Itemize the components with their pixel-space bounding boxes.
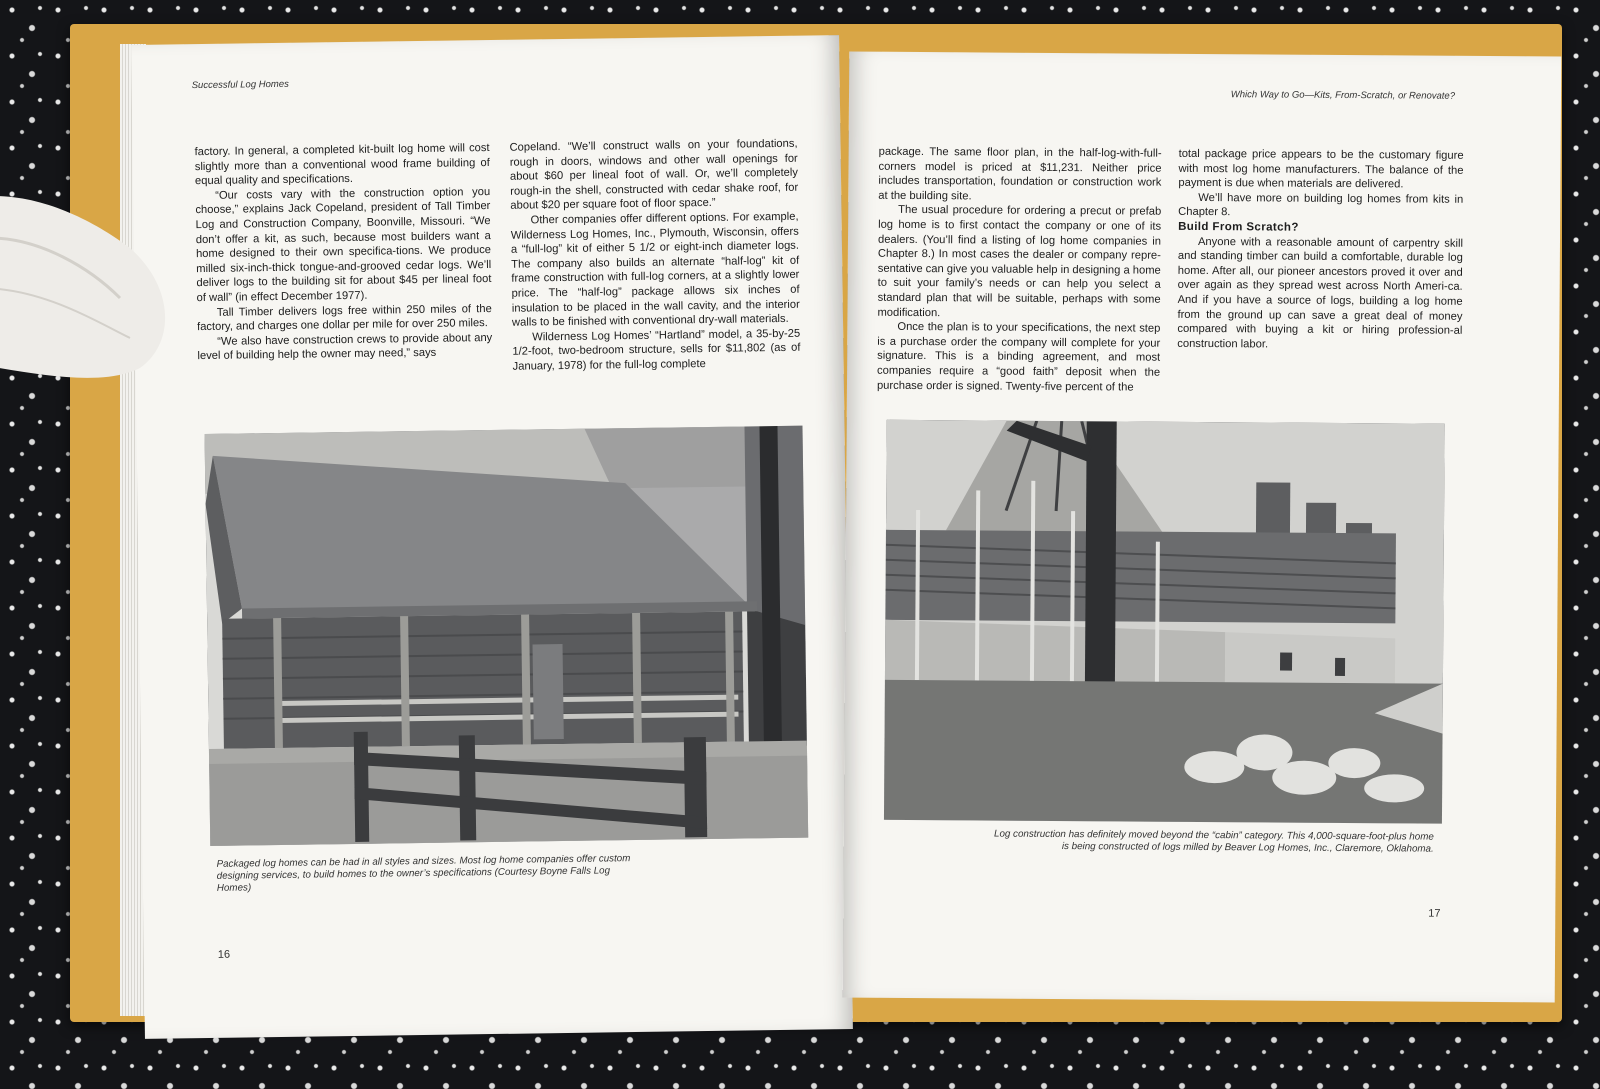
log-home-construction-photo [884, 420, 1445, 824]
page-number-right: 17 [1428, 907, 1441, 920]
paragraph: We’ll have more on building log homes from kits in Chapter 8. [1178, 191, 1464, 219]
log-cabin-photo [205, 426, 809, 846]
paragraph: Once the plan is to your specifications, the next step is a purchase order the company will complete for your signature. This is a binding agreement, and most companies require a “good faith” deposit when the purchase order is signed. Twenty-five percent of the [876, 320, 1161, 394]
paragraph: “Our costs vary with the construction option you choose,” explains Jack Copeland, president of Tall Timber Log and Construction Company, Boonville, Missouri. “We don’t offer a kit, as such, because most builders want a home designed to their own specifica-tions. We produce milled six-inch-thick tongue-and-grooved cedar logs. We’ll deliver logs to the building sit for about $45 per lineal foot of wall” (in effect December 1977). [195, 185, 492, 305]
paragraph: Copeland. “We’ll construct walls on your foundations, rough in doors, windows and other wall openings for about $60 per lineal foot of wall. Or, we’ll completely rough-in the shell, constructed with cedar shake roof, for about $20 per square foot of floor space.” [509, 137, 799, 213]
running-head-right: Which Way to Go—Kits, From-Scratch, or Renovate? [1230, 89, 1456, 102]
paragraph: total package price appears to be the customary figure with most log home manufacturers. The balance of the payment is due when materials are delivered. [1178, 147, 1464, 191]
paragraph: package. The same floor plan, in the half-log-with-full-corners model is priced at $11,231. Neither price includes transportation, foundation or construction work at the building site. [878, 145, 1162, 203]
left-page [131, 35, 853, 1039]
log-cabin-illustration [205, 426, 809, 846]
running-head-left: Successful Log Homes [191, 78, 289, 92]
right-page [843, 52, 1562, 1003]
photo-caption-right: Log construction has definitely moved beyond the “cabin” category. This 4,000-square-foot-plus home is being constructed of logs milled by Beaver Log Homes, Inc., Claremore, Oklahoma. [993, 828, 1434, 855]
paragraph: Anyone with a reasonable amount of carpentry skill and standing timber can build a comfortable, durable log home. After all, our pioneer ancestors proved it over and over again as they spread west across North Ameri-ca. And if you have a source of logs, building a log home from the ground up can save a great deal of money compared with buying a kit or hiring profession-al construction labor. [1177, 235, 1464, 351]
paragraph: factory. In general, a completed kit-built log home will cost slightly more than a conventional wood frame building of equal quality and specifications. [194, 141, 490, 188]
right-column-1 [877, 145, 1162, 395]
photo-caption-left: Packaged log homes can be had in all styles and sizes. Most log home companies offer custom designing services, to build homes to the owner’s specifications (Courtesy Boyne Falls Log Homes) [216, 853, 631, 894]
left-column-1 [194, 141, 492, 364]
paragraph: Wilderness Log Homes’ “Hartland” model, a 35-by-25 1/2-foot, two-bedroom structure, sells for $11,802 (as of January, 1978) for the full-log complete [512, 327, 801, 373]
paragraph: The usual procedure for ordering a precut or prefab log home is to first contact the company or one of its dealers. (You’ll find a listing of log home companies in Chapter 8.) In most cases the dealer or company repre-sentative can give you valuable help in designing a home to suit your family’s needs or can help you select a standard plan that will be suitable, perhaps with some modification. [877, 204, 1162, 319]
left-column-2 [509, 137, 800, 374]
page-number-left: 16 [217, 948, 231, 961]
paragraph: “We also have construction crews to provide about any level of building help the owner may need,” says [197, 331, 493, 363]
right-column-2 [1177, 147, 1463, 353]
gloved-thumb [0, 178, 185, 378]
construction-illustration [884, 420, 1445, 824]
section-heading: Build From Scratch? [1178, 220, 1299, 234]
paragraph: Other companies offer different options. For example, Wilderness Log Homes, Inc., Plymouth, Wisconsin, offers a “full-log” kit of either 5 1/2 or eight-inch diameter logs. The company also builds an alternate “half-log” kit of frame construction with full-log corners, at a slightly lower price. The “half-log” package allows six inches of insulation to be placed in the wall cavity, and the interior walls to be finished with conventional dry-wall materials. [510, 210, 800, 329]
paragraph: Tall Timber delivers logs free within 250 miles of the factory, and charges one dollar per mile for over 250 miles. [196, 302, 492, 334]
